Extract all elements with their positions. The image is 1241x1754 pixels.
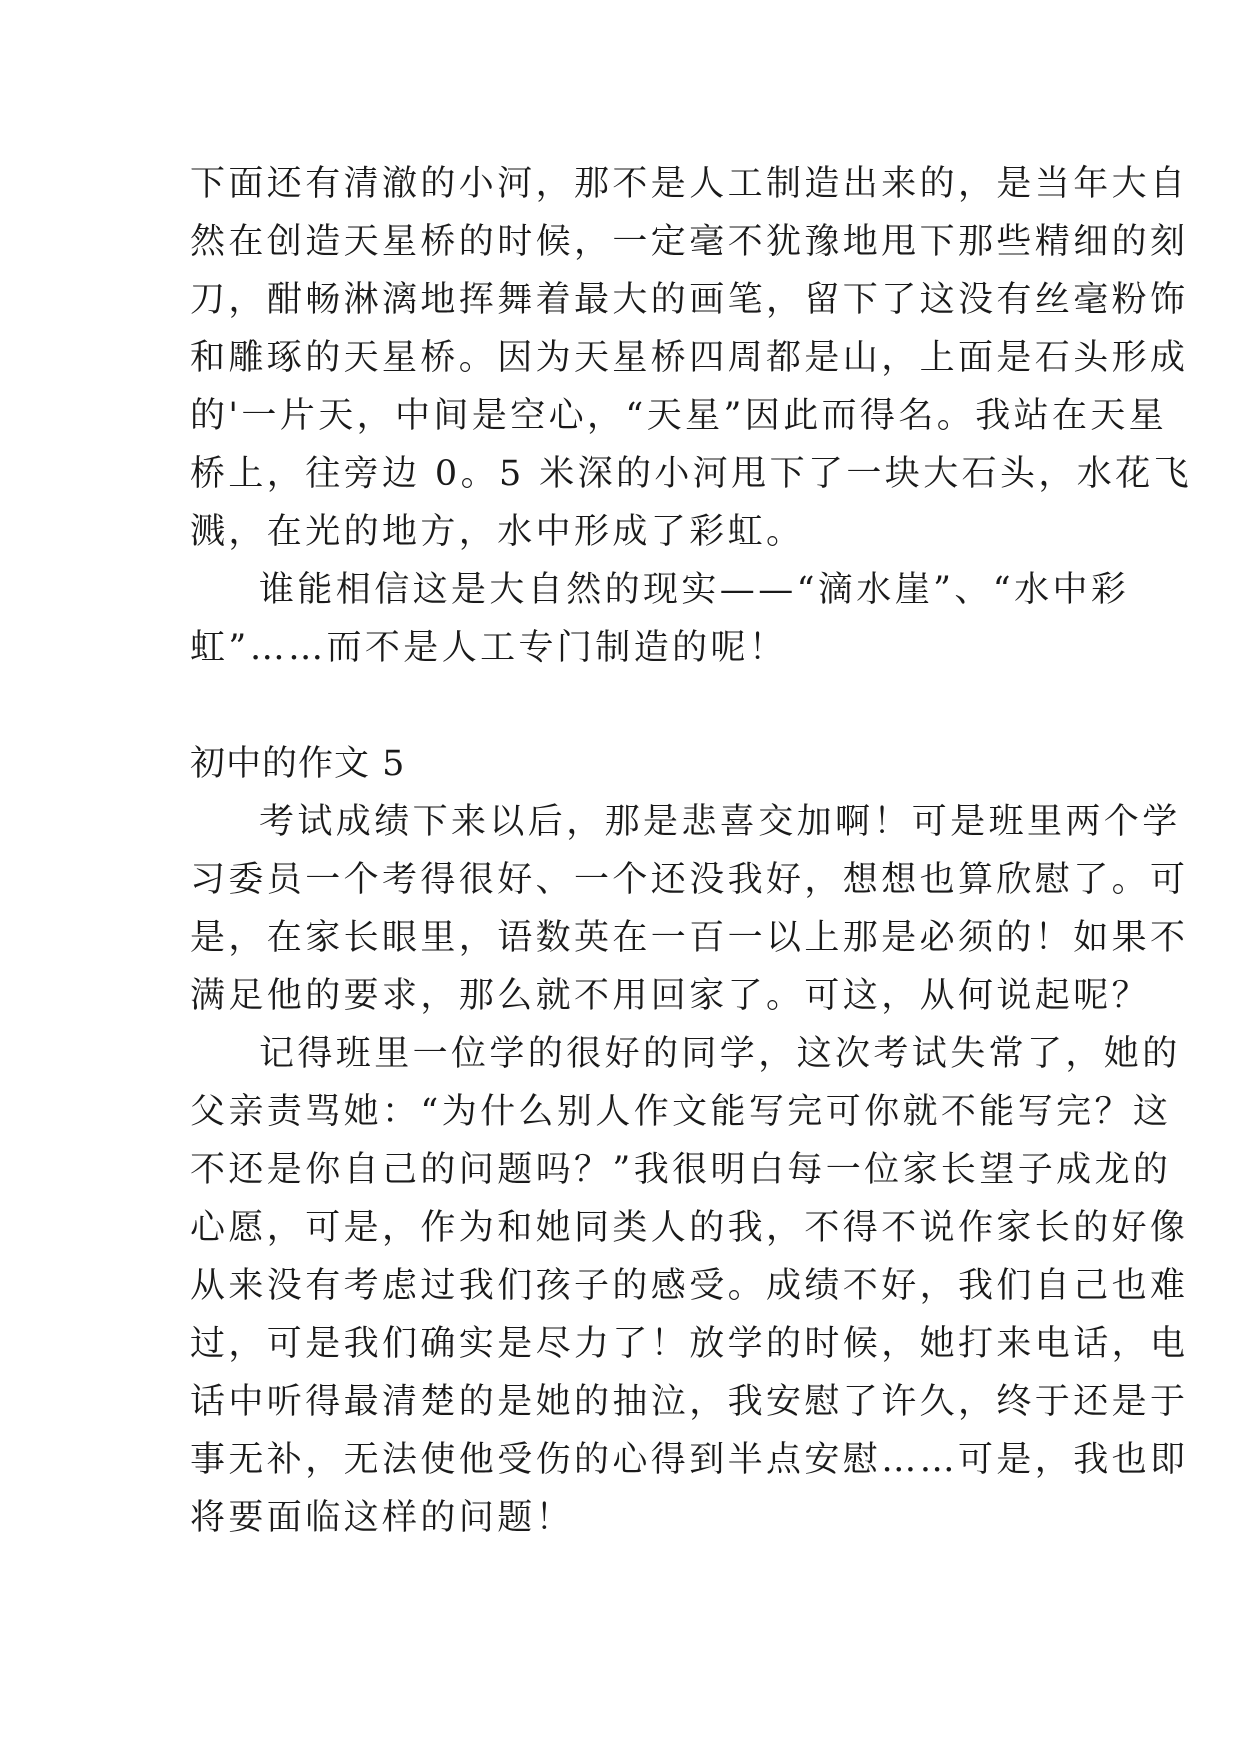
paragraph-1-line-2: 然在创造天星桥的时候，一定毫不犹豫地甩下那些精细的刻 bbox=[190, 222, 1189, 262]
paragraph-3-line-2: 习委员一个考得很好、一个还没我好，想想也算欣慰了。可 bbox=[190, 860, 1189, 900]
paragraph-4-line-1: 记得班里一位学的很好的同学，这次考试失常了，她的 bbox=[259, 1034, 1181, 1074]
paragraph-3-line-3: 是，在家长眼里，语数英在一百一以上那是必须的！如果不 bbox=[190, 918, 1189, 958]
paragraph-1-line-7: 溅，在光的地方，水中形成了彩虹。 bbox=[190, 512, 805, 552]
paragraph-4-line-2: 父亲责骂她：“为什么别人作文能写完可你就不能写完？这 bbox=[190, 1092, 1172, 1132]
paragraph-1-line-6: 桥上，往旁边 0。5 米深的小河甩下了一块大石头，水花飞 bbox=[190, 454, 1192, 494]
paragraph-4-line-8: 事无补，无法使他受伤的心得到半点安慰……可是，我也即 bbox=[190, 1440, 1189, 1480]
paragraph-3-line-1: 考试成绩下来以后，那是悲喜交加啊！可是班里两个学 bbox=[259, 802, 1181, 842]
paragraph-2-line-2: 虹”……而不是人工专门制造的呢！ bbox=[190, 628, 788, 668]
paragraph-1-line-3: 刀，酣畅淋漓地挥舞着最大的画笔，留下了这没有丝毫粉饰 bbox=[190, 280, 1189, 320]
paragraph-3-line-4: 满足他的要求，那么就不用回家了。可这，从何说起呢？ bbox=[190, 976, 1151, 1016]
paragraph-4-line-6: 过，可是我们确实是尽力了！放学的时候，她打来电话，电 bbox=[190, 1324, 1189, 1364]
section-heading: 初中的作文 5 bbox=[190, 744, 406, 784]
paragraph-1-line-4: 和雕琢的天星桥。因为天星桥四周都是山，上面是石头形成 bbox=[190, 338, 1189, 378]
paragraph-4-line-3: 不还是你自己的问题吗？”我很明白每一位家长望子成龙的 bbox=[190, 1150, 1172, 1190]
paragraph-4-line-9: 将要面临这样的问题！ bbox=[190, 1498, 575, 1538]
paragraph-1-line-1: 下面还有清澈的小河，那不是人工制造出来的，是当年大自 bbox=[190, 164, 1189, 204]
paragraph-2-line-1: 谁能相信这是大自然的现实——“滴水崖”、“水中彩 bbox=[259, 570, 1130, 610]
paragraph-1-line-5: 的'一片天，中间是空心，“天星”因此而得名。我站在天星 bbox=[190, 396, 1168, 436]
paragraph-4-line-4: 心愿，可是，作为和她同类人的我，不得不说作家长的好像 bbox=[190, 1208, 1189, 1248]
paragraph-4-line-5: 从来没有考虑过我们孩子的感受。成绩不好，我们自己也难 bbox=[190, 1266, 1189, 1306]
paragraph-4-line-7: 话中听得最清楚的是她的抽泣，我安慰了许久，终于还是于 bbox=[190, 1382, 1189, 1422]
